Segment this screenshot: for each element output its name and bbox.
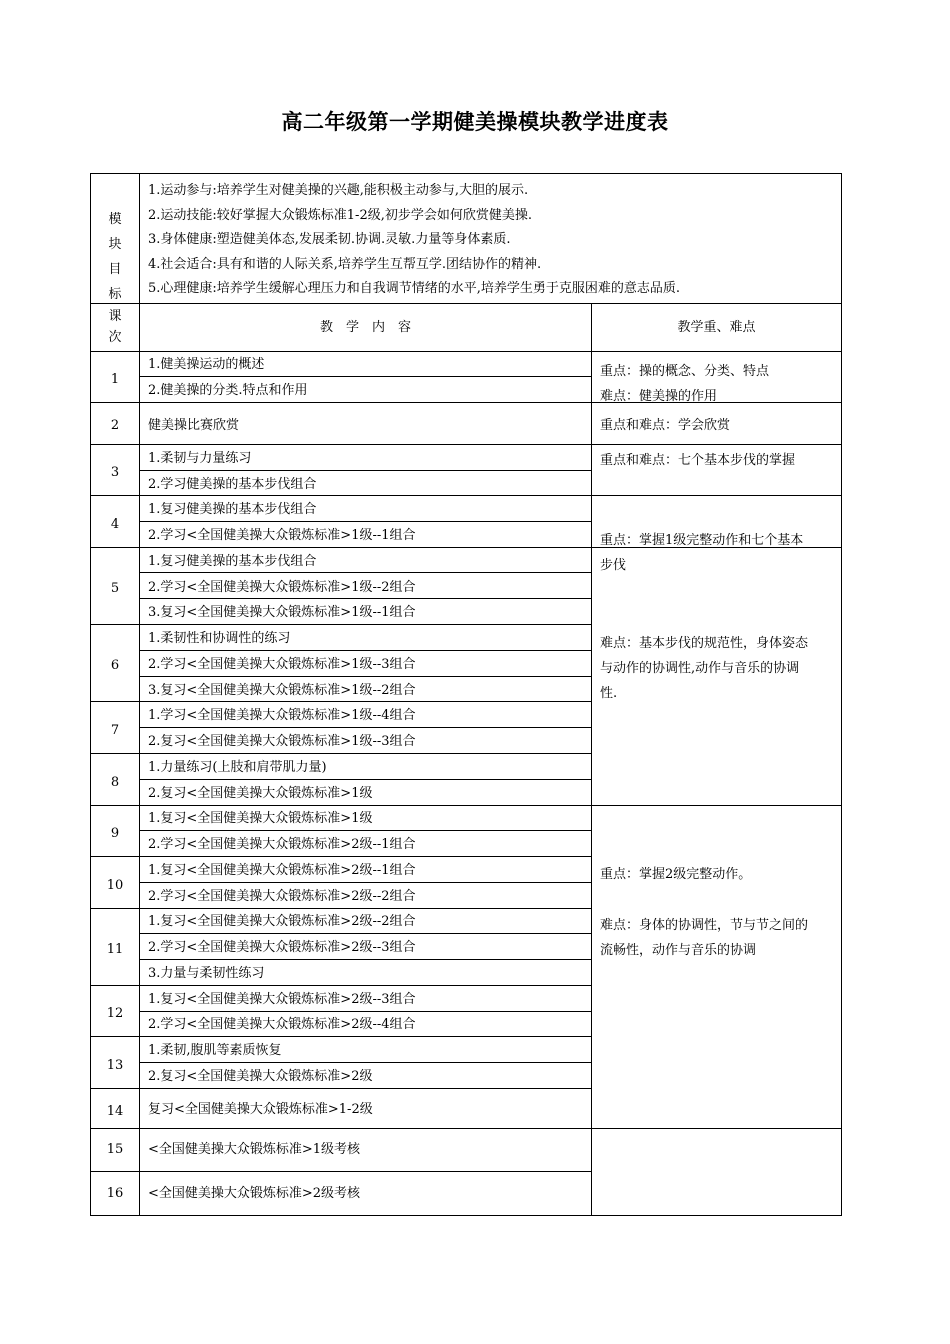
lesson-number: 13 [106,1058,124,1073]
row-divider [91,753,591,754]
lesson-content: 1.复习健美操的基本步伐组合 [148,502,317,517]
lesson-number: 8 [110,775,120,790]
list-item: 1.运动参与:培养学生对健美操的兴趣,能积极主动参与,大胆的展示. [148,183,529,198]
lesson-content: 2.学习<全国健美操大众锻炼标准>2级--1组合 [148,837,416,852]
focus-lessons-5-8: 难点：基本步伐的规范性，身体姿态 与动作的协调性,动作与音乐的协调 性. [600,636,809,701]
lesson-number: 1 [110,372,120,387]
page-title: 高二年级第一学期健美操模块教学进度表 [281,109,669,134]
list-item: 5.心理健康:培养学生缓解心理压力和自我调节情绪的水平,培养学生勇于克服困难的意志品质. [148,281,681,296]
col-divider [591,303,592,1215]
sub-row-divider [139,1011,591,1012]
lesson-number: 5 [110,581,120,596]
focus-lesson-2: 重点和难点：学会欣赏 [600,418,731,433]
lesson-number: 12 [106,1006,124,1021]
lesson-content: 2.复习<全国健美操大众锻炼标准>2级 [148,1069,373,1084]
lesson-number: 6 [110,658,120,673]
row-divider [91,985,591,986]
row-divider [91,701,591,702]
lesson-number: 9 [110,826,120,841]
sub-row-divider [139,521,591,522]
lesson-content: 2.学习<全国健美操大众锻炼标准>1级--2组合 [148,580,416,595]
header-content: 教 学 内 容 [319,320,411,335]
lesson-content: <全国健美操大众锻炼标准>2级考核 [148,1186,361,1201]
lesson-content: 2.复习<全国健美操大众锻炼标准>1级--3组合 [148,734,416,749]
sub-row-divider [139,1062,591,1063]
focus-lessons-9-14: 重点：掌握2级完整动作。 难点：身体的协调性，节与节之间的 流畅性，动作与音乐的协调 [600,867,809,958]
sub-row-divider [139,727,591,728]
lesson-content: <全国健美操大众锻炼标准>1级考核 [148,1142,361,1157]
lesson-content: 3.力量与柔韧性练习 [148,966,265,981]
lesson-content: 2.学习<全国健美操大众锻炼标准>2级--4组合 [148,1017,416,1032]
lesson-content: 2.学习<全国健美操大众锻炼标准>2级--3组合 [148,940,416,955]
lesson-number: 7 [110,723,120,738]
lesson-content: 1.复习健美操的基本步伐组合 [148,554,317,569]
row-divider [91,1171,591,1172]
lesson-content: 1.柔韧,腹肌等素质恢复 [148,1043,282,1058]
lesson-number: 3 [110,465,120,480]
row-divider [91,495,841,496]
lesson-number: 15 [106,1142,124,1157]
lesson-number: 11 [106,942,124,957]
lesson-content: 1.复习<全国健美操大众锻炼标准>2级--2组合 [148,914,416,929]
row-divider [91,1036,591,1037]
lesson-content: 1.力量练习(上肢和肩带肌力量) [148,760,327,775]
sub-row-divider [139,676,591,677]
row-divider [91,303,841,304]
row-divider [91,351,841,352]
schedule-table [90,173,842,1216]
lesson-number: 4 [110,517,120,532]
sub-row-divider [139,572,591,573]
sub-row-divider [139,959,591,960]
lesson-number: 14 [106,1104,124,1119]
lesson-content: 3.复习<全国健美操大众锻炼标准>1级--2组合 [148,683,416,698]
sub-row-divider [139,933,591,934]
lesson-content: 2.学习<全国健美操大众锻炼标准>1级--3组合 [148,657,416,672]
row-divider [91,1088,591,1089]
list-item: 3.身体健康:塑造健美体态,发展柔韧.协调.灵敏.力量等身体素质. [148,232,511,247]
lesson-content: 1.柔韧性和协调性的练习 [148,631,291,646]
focus-lesson-1: 重点：操的概念、分类、特点 难点：健美操的作用 [600,364,770,404]
lesson-content: 1.柔韧与力量练习 [148,451,252,466]
row-divider [91,624,591,625]
focus-lesson-3: 重点和难点：七个基本步伐的掌握 [600,453,796,468]
lesson-content: 1.复习<全国健美操大众锻炼标准>1级 [148,811,373,826]
lesson-content: 1.学习<全国健美操大众锻炼标准>1级--4组合 [148,708,416,723]
row-divider [91,444,841,445]
sub-row-divider [139,882,591,883]
sub-row-divider [139,650,591,651]
row-divider [91,908,591,909]
lesson-content: 2.健美操的分类.特点和作用 [148,383,308,398]
list-item: 4.社会适合:具有和谐的人际关系,培养学生互帮互学.团结协作的精神. [148,256,542,272]
lesson-number: 2 [110,418,120,433]
sub-row-divider [139,779,591,780]
lesson-number: 10 [106,878,124,893]
header-focus: 教学重、难点 [677,320,756,335]
lesson-number: 16 [106,1186,124,1201]
row-divider [91,856,591,857]
lesson-content: 2.复习<全国健美操大众锻炼标准>1级 [148,786,373,801]
row-divider [91,1128,841,1129]
lesson-content: 2.学习健美操的基本步伐组合 [148,477,317,492]
list-item: 2.运动技能:较好掌握大众锻炼标准1-2级,初步学会如何欣赏健美操. [148,207,532,223]
goals-label: 模 块 目 标 [108,212,122,302]
lesson-content: 2.学习<全国健美操大众锻炼标准>1级--1组合 [148,528,416,543]
goals-list [148,179,680,302]
lesson-content: 1.健美操运动的概述 [148,357,265,372]
lesson-content: 1.复习<全国健美操大众锻炼标准>2级--3组合 [148,992,416,1007]
sub-row-divider [139,470,591,471]
lesson-content: 2.学习<全国健美操大众锻炼标准>2级--2组合 [148,889,416,904]
lesson-content: 3.复习<全国健美操大众锻炼标准>1级--1组合 [148,605,416,620]
focus-lessons-4-5: 重点：掌握1级完整动作和七个基本 步伐 [600,533,804,573]
header-lesson: 课 次 [108,309,122,345]
lesson-content: 1.复习<全国健美操大众锻炼标准>2级--1组合 [148,863,416,878]
sub-row-divider [139,598,591,599]
lesson-content: 健美操比赛欣赏 [148,418,240,433]
sub-row-divider [139,376,591,377]
sub-row-divider [139,830,591,831]
row-divider [91,805,841,806]
lesson-content: 复习<全国健美操大众锻炼标准>1-2级 [148,1102,373,1117]
